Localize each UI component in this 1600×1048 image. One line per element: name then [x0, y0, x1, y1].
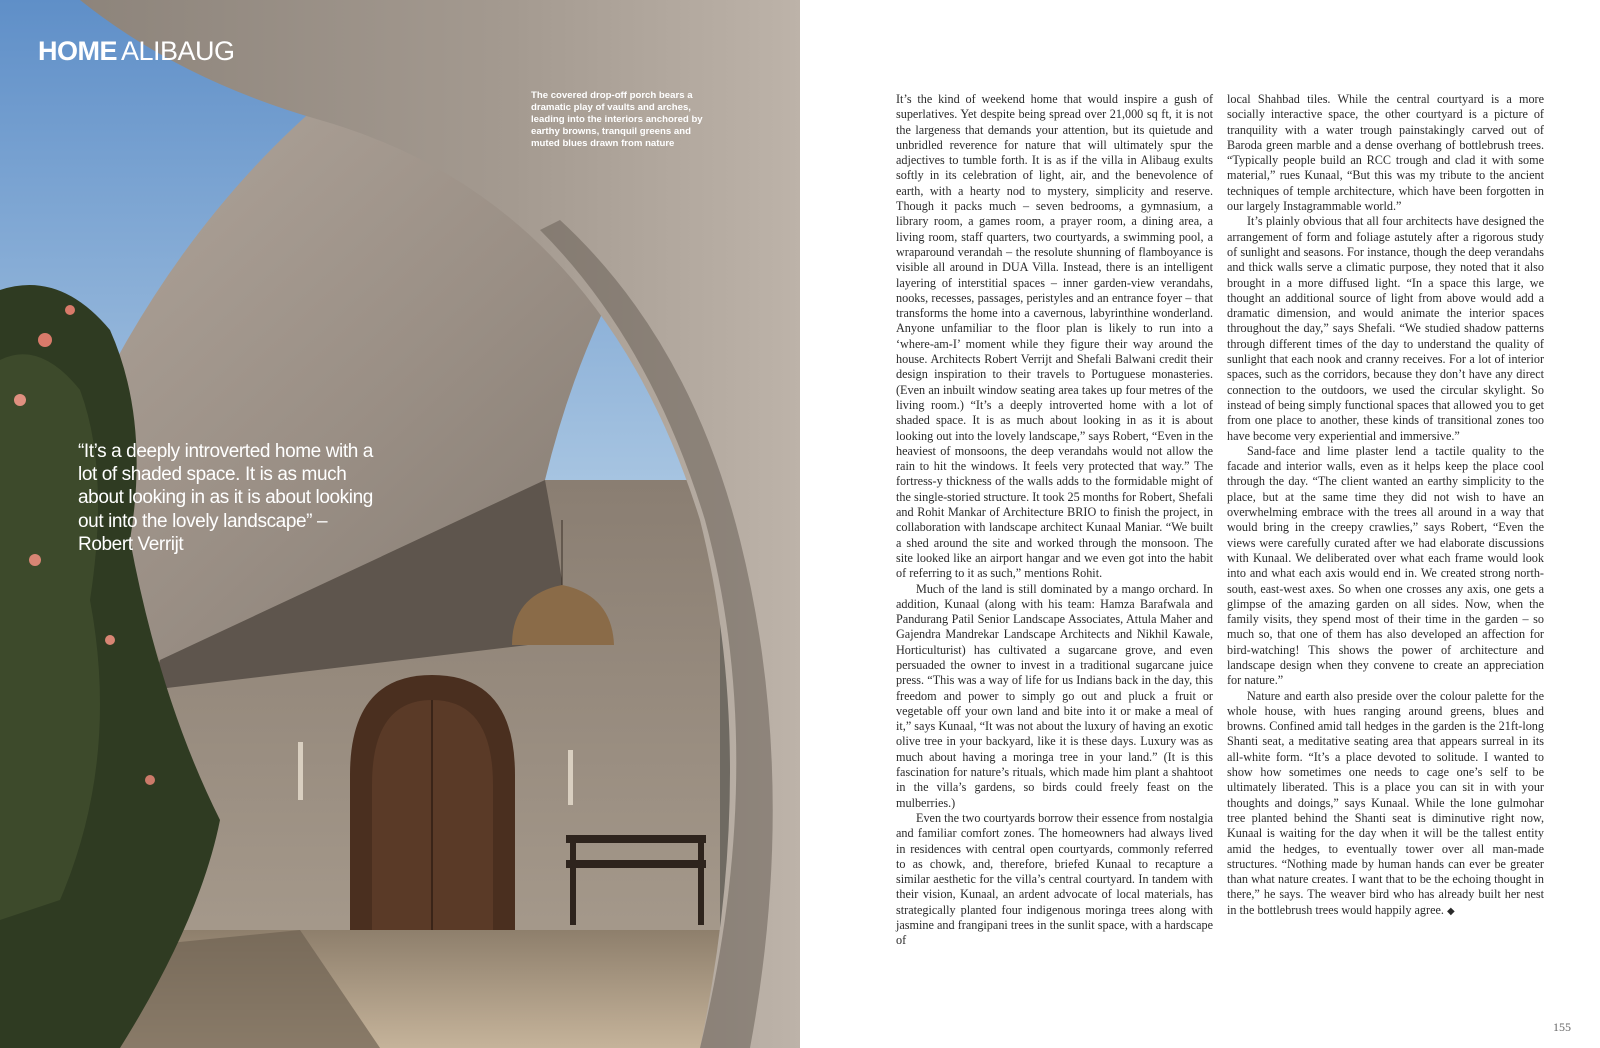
section-label-light: ALIBAUG: [121, 36, 235, 66]
paragraph: It’s the kind of weekend home that would inspire a gush of superlatives. Yet despite being spread over 21,000 sq ft, it is not the largeness that demands your attention, but its quietude and unbridled reverence for nature that will ultimately spur the adjectives to tumble forth. It is as if the villa in Alibaug exults softly in its celebration of light, air, and the benevolence of earth, with a hearty nod to mystery, simplicity and reserve. Though it packs much – seven bedrooms, a gymnasium, a library room, a games room, a prayer room, a dining area, a living room, staff quarters, two courtyards, a swimming pool, a wraparound verandah – the resolute shunning of flamboyance is visible all around in DUA Villa. Instead, there is an intelligent layering of interstitial spaces – inner garden-view verandahs, nooks, recesses, passages, peristyles and an entrance foyer – that transforms the home into a cavernous, labyrinthine wonderland. Anyone unfamiliar to the floor plan is likely to run into a ‘where-am-I’ moment while they figure their way around the house. Architects Robert Verrijt and Shefali Balwani credit their design inspiration to their travels to Portuguese monasteries. (Even an inbuilt window seating area takes up four metres of the living room.) “It’s a deeply introverted home with a lot of shaded space. It is as much about looking in as it is about looking out into the lovely landscape,” says Robert, “Even in the heaviest of monsoons, the deep verandahs would not allow the rain to hit the windows. It feels very protected that way.” The fortress-y thickness of the walls adds to the formidable might of the single-storied structure. It took 25 months for Robert, Shefali and Rohit Mankar of Architecture BRIO to finish the project, in collaboration with landscape architect Kunaal Maniar. “We built a shed around the site and worked through the monsoon. The site looked like an airport hangar and we even got into the habit of referring to it as such,” mentions Rohit.: [896, 92, 1213, 581]
section-label-bold: HOME: [38, 36, 117, 66]
page-number: 155: [1553, 1020, 1571, 1034]
article-column-2: [1227, 92, 1544, 919]
end-mark: ◆: [1447, 905, 1455, 917]
paragraph-last: [1227, 689, 1544, 919]
paragraph: local Shahbad tiles. While the central courtyard is a more socially interactive space, the other courtyard is a picture of tranquility with a water trough painstakingly carved out of Baroda green marble and a dense overhang of bottlebrush trees. “Typically people build an RCC trough and clad it with some material,” rues Kunaal, “But this was my tribute to the ancient techniques of temple architecture, which have been forgotten in our largely Instagrammable world.”: [1227, 92, 1544, 214]
photo-caption: The covered drop-off porch bears a dramatic play of vaults and arches, leading into the interiors anchored by earthy browns, tranquil greens and muted blues drawn from nature: [531, 90, 703, 150]
section-tag: [38, 36, 235, 67]
paragraph: Sand-face and lime plaster lend a tactile quality to the facade and interior walls, even as it helps keep the place cool through the day. “The client wanted an earthy simplicity to the place, but at the same time they did not wish to have an overwhelming embrace with the trees all around in a way that would bring in the creepy crawlies,” says Robert, “Even the views were carefully curated after we had elaborate discussions with Kunaal. We deliberated over what each frame would look into and what each axis would end in. We created strong north-south, east-west axes. So when one crosses any axis, one gets a glimpse of the amazing garden on all sides. Now, when the family visits, they spend most of their time in the garden – so much so, that one of them has also developed an affection for bird-watching! This shows the power of architecture and landscape design when they convene to create an appreciation for nature.”: [1227, 443, 1544, 688]
paragraph-text: Nature and earth also preside over the colour palette for the whole house, with hues ranging around greens, blues and browns. Confined amid tall hedges in the garden is the 21ft-long Shanti seat, a meditative seating area that appears surreal in its all-white form. “It’s a place devoted to solitude. I wanted to show how sometimes one needs to cage one’s self to be ultimately liberated. This is a place you can sit in with your thoughts and doings,” says Kunaal. While the lone gulmohar tree planted behind the Shanti seat is diminutive right now, Kunaal is waiting for the day when it will be the tallest entity amid the hedges, to eventually tower over all man-made structures. “Nothing made by human hands can ever be greater than what nature creates. I want that to be the echoing thought in there,” he says. The weaver bird who has already built her nest in the bottlebrush trees would happily agree.: [1227, 688, 1544, 917]
pull-quote: “It’s a deeply introverted home with a lot of shaded space. It is as much about looking in as it is about looking out into the lovely landscape” – Robert Verrijt: [78, 441, 373, 555]
article-column-1: [896, 92, 1213, 949]
paragraph: Much of the land is still dominated by a mango orchard. In addition, Kunaal (along with his team: Hamza Barafwala and Pandurang Patil Senior Landscape Associates, Attula Maher and Gajendra Mandrekar Landscape Architects and Nikhil Kawale, Horticulturist) has cultivated a sugarcane grove, and even persuaded the owner to invest in a traditional sugarcane juice press. “This was a way of life for us Indians back in the day, this freedom and power to simply go out and pluck a fruit or vegetable off your own land and bite into it or make a meal of it,” says Kunaal, “It was not about the luxury of having an exotic olive tree in your backyard, like it is these days. Luxury was as much about having a moringa tree in your land.” (It is this fascination for nature’s rituals, which made him plant a shahtoot in the villa’s gardens, so birds could freely feast on the mulberries.): [896, 581, 1213, 810]
paragraph: Even the two courtyards borrow their essence from nostalgia and familiar comfort zones. The homeowners had always lived in residences with central open courtyards, commonly referred to as chowk, and, therefore, briefed Kunaal to recapture a similar aesthetic for the villa’s central courtyard. In tandem with their vision, Kunaal, an ardent advocate of local materials, has strategically planted four indigenous moringa trees along with jasmine and frangipani trees in the sunlit space, with a hardscape of: [896, 810, 1213, 948]
paragraph: It’s plainly obvious that all four architects have designed the arrangement of form and foliage astutely after a rigorous study of sunlight and seasons. For instance, though the deep verandahs and thick walls serve a climatic purpose, they noted that it also brought in a more diffused light. “In a space this large, we thought an additional source of light from above would add a dramatic dimension, and would animate the interior spaces throughout the day,” says Shefali. “We studied shadow patterns through different times of the day to understand the quality of sunlight that each nook and cranny receives. For a lot of interior spaces, such as the corridors, because they don’t have any direct connection to the outdoors, we used the circular skylight. So instead of being simply functional spaces that allowed you to get from one place to another, these kinds of transitional zones too have become very experiential and immersive.”: [1227, 214, 1544, 443]
